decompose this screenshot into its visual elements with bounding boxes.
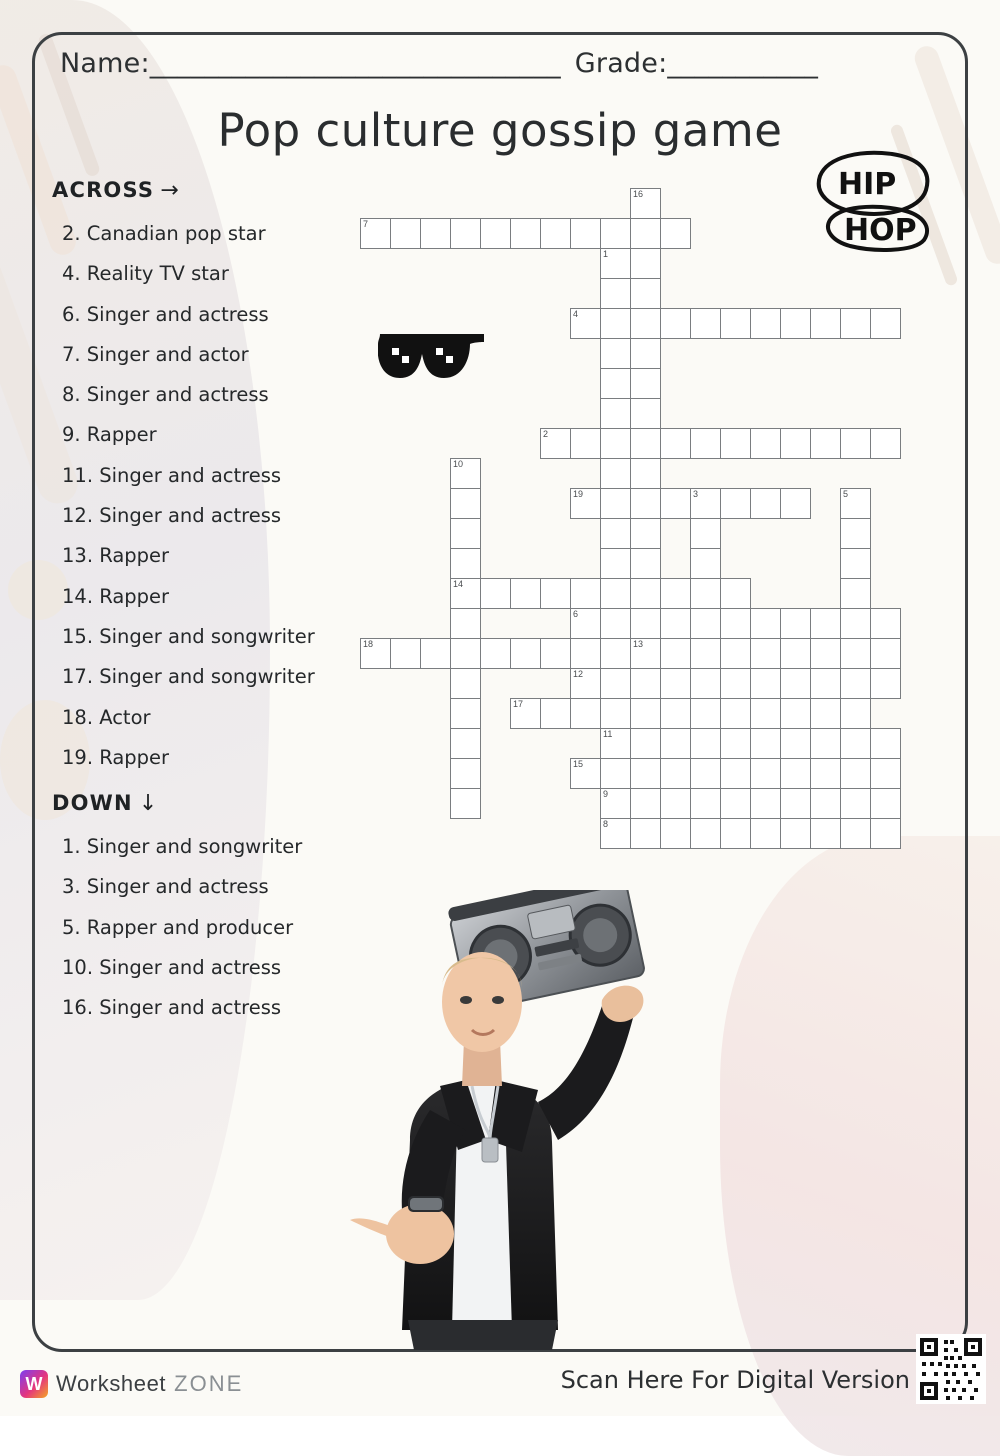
crossword-cell[interactable] xyxy=(570,698,601,729)
crossword-cell[interactable] xyxy=(720,638,751,669)
crossword-cell[interactable] xyxy=(840,638,871,669)
crossword-cell[interactable] xyxy=(600,488,631,519)
crossword-cell[interactable] xyxy=(570,488,601,519)
crossword-cell[interactable] xyxy=(600,818,631,849)
crossword-cell[interactable] xyxy=(720,578,751,609)
crossword-cell[interactable] xyxy=(630,188,661,219)
crossword-cell[interactable] xyxy=(450,488,481,519)
crossword-cell[interactable] xyxy=(600,788,631,819)
name-blank-line[interactable]: ______________________________ xyxy=(149,48,561,79)
crossword-cell[interactable] xyxy=(600,398,631,429)
crossword-cell[interactable] xyxy=(780,428,811,459)
list-item: 11. Singer and actress xyxy=(62,463,282,487)
cell-number: 13 xyxy=(633,639,644,649)
crossword-cell[interactable] xyxy=(630,398,661,429)
crossword-cell[interactable] xyxy=(870,728,901,759)
crossword-cell[interactable] xyxy=(690,518,721,549)
crossword-cell[interactable] xyxy=(540,698,571,729)
crossword-cell[interactable] xyxy=(690,488,721,519)
list-item: 10. Singer and actress xyxy=(62,955,282,979)
crossword-cell[interactable] xyxy=(780,668,811,699)
cell-number: 3 xyxy=(693,489,699,499)
crossword-cell[interactable] xyxy=(690,608,721,639)
crossword-cell[interactable] xyxy=(600,578,631,609)
crossword-cell[interactable] xyxy=(810,428,841,459)
list-item: 16. Singer and actress xyxy=(62,996,282,1020)
crossword-cell[interactable] xyxy=(870,428,901,459)
crossword-cell[interactable] xyxy=(450,218,481,249)
crossword-cell[interactable] xyxy=(840,548,871,579)
crossword-cell[interactable] xyxy=(570,578,601,609)
crossword-cell[interactable] xyxy=(780,488,811,519)
crossword-cell[interactable] xyxy=(810,758,841,789)
crossword-cell[interactable] xyxy=(810,608,841,639)
crossword-cell[interactable] xyxy=(810,728,841,759)
crossword-cell[interactable] xyxy=(360,638,391,669)
crossword-cell[interactable] xyxy=(630,818,661,849)
crossword-cell[interactable] xyxy=(630,698,661,729)
crossword-cell[interactable] xyxy=(810,638,841,669)
crossword-cell[interactable] xyxy=(780,608,811,639)
crossword-cell[interactable] xyxy=(570,758,601,789)
crossword-cell[interactable] xyxy=(810,308,841,339)
crossword-cell[interactable] xyxy=(600,368,631,399)
brand-name-part1: Worksheet xyxy=(56,1371,167,1396)
list-item: 13. Rapper xyxy=(62,544,170,568)
crossword-cell[interactable] xyxy=(630,338,661,369)
across-clue-list xyxy=(62,214,392,778)
crossword-grid[interactable] xyxy=(360,188,940,898)
crossword-cell[interactable] xyxy=(660,818,691,849)
cell-number: 14 xyxy=(453,579,464,589)
crossword-cell[interactable] xyxy=(750,728,781,759)
crossword-cell[interactable] xyxy=(840,668,871,699)
cell-number: 9 xyxy=(603,789,609,799)
cell-number: 16 xyxy=(633,189,644,199)
list-item: 8. Singer and actress xyxy=(62,383,269,407)
crossword-cell[interactable] xyxy=(840,608,871,639)
crossword-cell[interactable] xyxy=(780,788,811,819)
crossword-cell[interactable] xyxy=(660,698,691,729)
crossword-cell[interactable] xyxy=(600,758,631,789)
crossword-cell[interactable] xyxy=(450,608,481,639)
crossword-cell[interactable] xyxy=(750,308,781,339)
crossword-cell[interactable] xyxy=(600,518,631,549)
crossword-cell[interactable] xyxy=(540,578,571,609)
crossword-cell[interactable] xyxy=(450,578,481,609)
crossword-cell[interactable] xyxy=(750,428,781,459)
crossword-cell[interactable] xyxy=(630,308,661,339)
crossword-cell[interactable] xyxy=(660,728,691,759)
crossword-cell[interactable] xyxy=(870,788,901,819)
crossword-cell[interactable] xyxy=(690,638,721,669)
crossword-cell[interactable] xyxy=(570,218,601,249)
crossword-cell[interactable] xyxy=(690,578,721,609)
crossword-cell[interactable] xyxy=(660,578,691,609)
crossword-cell[interactable] xyxy=(690,548,721,579)
crossword-cell[interactable] xyxy=(600,308,631,339)
crossword-cell[interactable] xyxy=(600,278,631,309)
svg-text:HIP: HIP xyxy=(838,167,897,202)
crossword-cell[interactable] xyxy=(690,728,721,759)
crossword-cell[interactable] xyxy=(690,758,721,789)
crossword-cell[interactable] xyxy=(750,488,781,519)
page-title: Pop culture gossip game xyxy=(217,104,783,157)
crossword-cell[interactable] xyxy=(510,638,541,669)
name-grade-row xyxy=(60,48,940,79)
crossword-cell[interactable] xyxy=(570,638,601,669)
crossword-cell[interactable] xyxy=(450,788,481,819)
crossword-cell[interactable] xyxy=(750,758,781,789)
crossword-cell[interactable] xyxy=(720,818,751,849)
crossword-cell[interactable] xyxy=(630,638,661,669)
crossword-cell[interactable] xyxy=(750,698,781,729)
crossword-cell[interactable] xyxy=(450,548,481,579)
crossword-cell[interactable] xyxy=(690,428,721,459)
crossword-cell[interactable] xyxy=(720,488,751,519)
crossword-cell[interactable] xyxy=(660,608,691,639)
list-item: 1. Singer and songwriter xyxy=(62,835,303,858)
crossword-cell[interactable] xyxy=(660,428,691,459)
crossword-cell[interactable] xyxy=(840,308,871,339)
crossword-cell[interactable] xyxy=(390,218,421,249)
crossword-cell[interactable] xyxy=(660,788,691,819)
crossword-cell[interactable] xyxy=(690,818,721,849)
crossword-cell[interactable] xyxy=(750,788,781,819)
crossword-cell[interactable] xyxy=(570,308,601,339)
rapper-photo xyxy=(290,890,670,1350)
crossword-cell[interactable] xyxy=(600,608,631,639)
list-item: 7. Singer and actor xyxy=(62,342,249,366)
crossword-cell[interactable] xyxy=(450,698,481,729)
crossword-cell[interactable] xyxy=(630,728,661,759)
qr-code-icon[interactable] xyxy=(916,1334,986,1404)
cell-number: 18 xyxy=(363,639,374,649)
crossword-cell[interactable] xyxy=(720,608,751,639)
crossword-cell[interactable] xyxy=(780,308,811,339)
crossword-cell[interactable] xyxy=(840,728,871,759)
crossword-cell[interactable] xyxy=(420,218,451,249)
cell-number: 17 xyxy=(513,699,524,709)
crossword-cell[interactable] xyxy=(780,758,811,789)
crossword-cell[interactable] xyxy=(690,698,721,729)
crossword-cell[interactable] xyxy=(840,698,871,729)
crossword-cell[interactable] xyxy=(600,668,631,699)
list-item: 14. Rapper xyxy=(62,584,170,608)
crossword-cell[interactable] xyxy=(660,758,691,789)
crossword-cell[interactable] xyxy=(600,338,631,369)
list-item: 12. Singer and actress xyxy=(62,504,282,528)
crossword-cell[interactable] xyxy=(390,638,421,669)
crossword-cell[interactable] xyxy=(690,668,721,699)
brand-mark-icon xyxy=(20,1370,48,1398)
crossword-cell[interactable] xyxy=(510,218,541,249)
crossword-cell[interactable] xyxy=(720,308,751,339)
crossword-cell[interactable] xyxy=(480,578,511,609)
crossword-cell[interactable] xyxy=(840,578,871,609)
crossword-cell[interactable] xyxy=(570,608,601,639)
list-item: 15. Singer and songwriter xyxy=(62,624,315,648)
grade-blank-line[interactable]: ___________ xyxy=(667,48,819,79)
cell-number: 6 xyxy=(573,609,579,619)
crossword-cell[interactable] xyxy=(780,638,811,669)
crossword-cell[interactable] xyxy=(720,428,751,459)
crossword-cell[interactable] xyxy=(720,698,751,729)
cell-number: 4 xyxy=(573,309,579,319)
crossword-cell[interactable] xyxy=(510,578,541,609)
name-label: Name: xyxy=(60,48,150,79)
crossword-cell[interactable] xyxy=(630,368,661,399)
crossword-cell[interactable] xyxy=(450,668,481,699)
crossword-cell[interactable] xyxy=(630,278,661,309)
crossword-cell[interactable] xyxy=(570,668,601,699)
crossword-cell[interactable] xyxy=(720,788,751,819)
crossword-cell[interactable] xyxy=(480,638,511,669)
crossword-cell[interactable] xyxy=(450,518,481,549)
crossword-cell[interactable] xyxy=(570,428,601,459)
crossword-cell[interactable] xyxy=(360,218,391,249)
crossword-cell[interactable] xyxy=(630,668,661,699)
crossword-cell[interactable] xyxy=(630,218,661,249)
crossword-cell[interactable] xyxy=(660,668,691,699)
crossword-cell[interactable] xyxy=(600,728,631,759)
crossword-cell[interactable] xyxy=(630,458,661,489)
cell-number: 8 xyxy=(603,819,609,829)
cell-number: 11 xyxy=(603,729,613,739)
list-item: 9. Rapper xyxy=(62,423,157,447)
crossword-cell[interactable] xyxy=(810,818,841,849)
crossword-cell[interactable] xyxy=(780,698,811,729)
crossword-cell[interactable] xyxy=(720,758,751,789)
cell-number: 19 xyxy=(573,489,584,499)
crossword-cell[interactable] xyxy=(630,248,661,279)
crossword-cell[interactable] xyxy=(750,608,781,639)
crossword-cell[interactable] xyxy=(630,608,661,639)
crossword-cell[interactable] xyxy=(630,548,661,579)
crossword-cell[interactable] xyxy=(660,218,691,249)
crossword-cell[interactable] xyxy=(630,428,661,459)
list-item: 19. Rapper xyxy=(62,745,170,769)
crossword-cell[interactable] xyxy=(600,248,631,279)
crossword-cell[interactable] xyxy=(840,428,871,459)
crossword-cell[interactable] xyxy=(630,578,661,609)
crossword-cell[interactable] xyxy=(540,218,571,249)
crossword-cell[interactable] xyxy=(720,728,751,759)
crossword-cell[interactable] xyxy=(720,668,751,699)
crossword-cell[interactable] xyxy=(870,818,901,849)
crossword-cell[interactable] xyxy=(630,788,661,819)
crossword-cell[interactable] xyxy=(450,638,481,669)
crossword-cell[interactable] xyxy=(630,488,661,519)
crossword-cell[interactable] xyxy=(600,548,631,579)
list-item: 17. Singer and songwriter xyxy=(62,665,315,689)
crossword-cell[interactable] xyxy=(870,758,901,789)
crossword-cell[interactable] xyxy=(480,218,511,249)
grade-label: Grade: xyxy=(574,48,668,79)
brand-name-part2: ZONE xyxy=(174,1371,244,1396)
crossword-cell[interactable] xyxy=(630,758,661,789)
crossword-cell[interactable] xyxy=(600,698,631,729)
cell-number: 5 xyxy=(843,489,849,499)
crossword-cell[interactable] xyxy=(510,698,541,729)
arrow-down-icon: ↓ xyxy=(138,791,159,816)
crossword-cell[interactable] xyxy=(840,758,871,789)
crossword-cell[interactable] xyxy=(600,218,631,249)
crossword-cell[interactable] xyxy=(450,728,481,759)
arrow-right-icon: → xyxy=(160,178,180,203)
cell-number: 10 xyxy=(453,459,464,469)
crossword-cell[interactable] xyxy=(780,818,811,849)
crossword-cell[interactable] xyxy=(810,698,841,729)
crossword-cell[interactable] xyxy=(870,668,901,699)
svg-text:HOP: HOP xyxy=(844,213,917,248)
across-heading-label: ACROSS xyxy=(52,178,155,202)
crossword-cell[interactable] xyxy=(660,488,691,519)
list-item: 5. Rapper and producer xyxy=(62,915,294,939)
cell-number: 7 xyxy=(363,219,369,229)
crossword-cell[interactable] xyxy=(840,518,871,549)
cell-number: 12 xyxy=(573,669,584,679)
crossword-cell[interactable] xyxy=(840,818,871,849)
cell-number: 1 xyxy=(603,249,609,259)
crossword-cell[interactable] xyxy=(810,668,841,699)
crossword-cell[interactable] xyxy=(690,308,721,339)
crossword-cell[interactable] xyxy=(540,428,571,459)
crossword-cell[interactable] xyxy=(660,308,691,339)
cell-number: 15 xyxy=(573,759,584,769)
crossword-cell[interactable] xyxy=(840,788,871,819)
crossword-cell[interactable] xyxy=(870,308,901,339)
crossword-cell[interactable] xyxy=(750,818,781,849)
crossword-cell[interactable] xyxy=(450,758,481,789)
down-heading-label: DOWN xyxy=(52,791,133,815)
crossword-cell[interactable] xyxy=(600,458,631,489)
crossword-cell[interactable] xyxy=(870,608,901,639)
crossword-cell[interactable] xyxy=(840,488,871,519)
crossword-cell[interactable] xyxy=(810,788,841,819)
list-item: 2. Canadian pop star xyxy=(62,222,266,245)
list-item: 18. Actor xyxy=(62,705,151,729)
scan-instruction-text: Scan Here For Digital Version xyxy=(560,1366,910,1394)
crossword-cell[interactable] xyxy=(750,668,781,699)
crossword-cell[interactable] xyxy=(420,638,451,669)
list-item: 4. Reality TV star xyxy=(62,262,229,286)
crossword-cell[interactable] xyxy=(780,728,811,759)
crossword-cell[interactable] xyxy=(750,638,781,669)
across-heading xyxy=(52,178,180,203)
down-heading xyxy=(52,791,158,816)
crossword-cell[interactable] xyxy=(870,638,901,669)
hip-hop-logo-icon xyxy=(814,148,934,253)
crossword-cell[interactable] xyxy=(600,428,631,459)
cell-number: 2 xyxy=(543,429,549,439)
worksheet-zone-logo[interactable] xyxy=(20,1370,243,1398)
crossword-cell[interactable] xyxy=(660,638,691,669)
crossword-cell[interactable] xyxy=(630,518,661,549)
list-item: 3. Singer and actress xyxy=(62,875,269,899)
crossword-cell[interactable] xyxy=(600,638,631,669)
sunglasses-icon xyxy=(378,330,486,382)
list-item: 6. Singer and actress xyxy=(62,302,269,326)
crossword-cell[interactable] xyxy=(450,458,481,489)
crossword-cell[interactable] xyxy=(540,638,571,669)
crossword-cell[interactable] xyxy=(690,788,721,819)
